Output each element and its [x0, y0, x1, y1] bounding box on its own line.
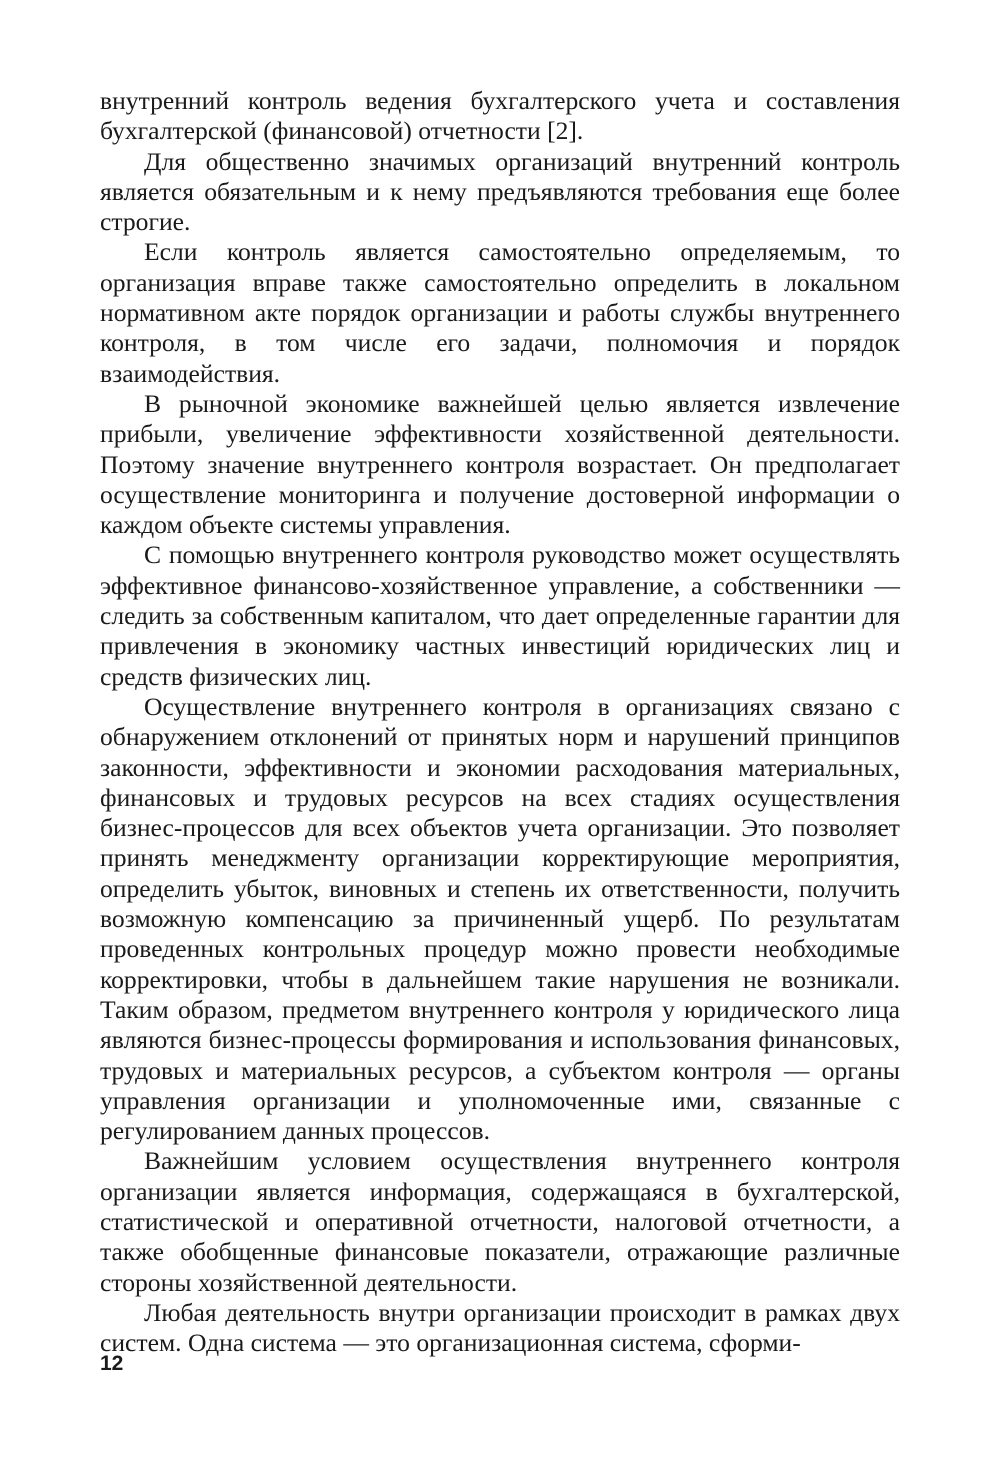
page-body [100, 86, 900, 1358]
page-number: 12 [100, 1352, 124, 1375]
paragraph-8: Любая деятельность внутри организации происходит в рамках двух систем. Одна система — это организационная система, сформи- [100, 1297, 900, 1358]
paragraph-6: Осуществление внутреннего контроля в организациях связано с обнаружением отклонений от принятых норм и нарушений принципов законности, эффективности и экономии расходования материальных, финансовых и трудовых ресурсов на всех стадиях осуществления бизнес-процессов для всех объектов учета организации. Это позволяет принять менеджменту организации корректирующие мероприятия, определить убыток, виновных и степень их ответственности, получить возможную компенсацию за причиненный ущерб. По результатам проведенных контрольных процедур можно провести необходимые корректировки, чтобы в дальнейшем такие нарушения не возникали. Таким образом, предметом внутреннего контроля у юридического лица являются бизнес-процессы формирования и использования финансовых, трудовых и материальных ресурсов, а субъектом контроля — органы управления организации и уполномоченные ими, связанные с регулированием данных процессов. [100, 691, 900, 1146]
paragraph-2: Для общественно значимых организаций внутренний контроль является обязательным и к нему предъявляются требования еще более строгие. [100, 146, 900, 237]
paragraph-3: Если контроль является самостоятельно определяемым, то организация вправе также самостоятельно определить в локальном нормативном акте порядок организации и работы службы внутреннего контроля, в том числе его задачи, полномочия и порядок взаимодействия. [100, 237, 900, 388]
paragraph-1: внутренний контроль ведения бухгалтерского учета и составления бухгалтерской (финансовой) отчетности [2]. [100, 86, 900, 146]
paragraph-4: В рыночной экономике важнейшей целью является извлечение прибыли, увеличение эффективности хозяйственной деятельности. Поэтому значение внутреннего контроля возрастает. Он предполагает осуществление мониторинга и получение достоверной информации о каждом объекте системы управления. [100, 388, 900, 540]
paragraph-7: Важнейшим условием осуществления внутреннего контроля организации является информация, содержащаяся в бухгалтерской, статистической и оперативной отчетности, налоговой отчетности, а также обобщенные финансовые показатели, отражающие различные стороны хозяйственной деятельности. [100, 1146, 900, 1297]
paragraph-5: С помощью внутреннего контроля руководство может осуществлять эффективное финансово-хозяйственное управление, а собственники — следить за собственным капиталом, что дает определенные гарантии для привлечения в экономику частных инвестиций юридических лиц и средств физических лиц. [100, 540, 900, 691]
